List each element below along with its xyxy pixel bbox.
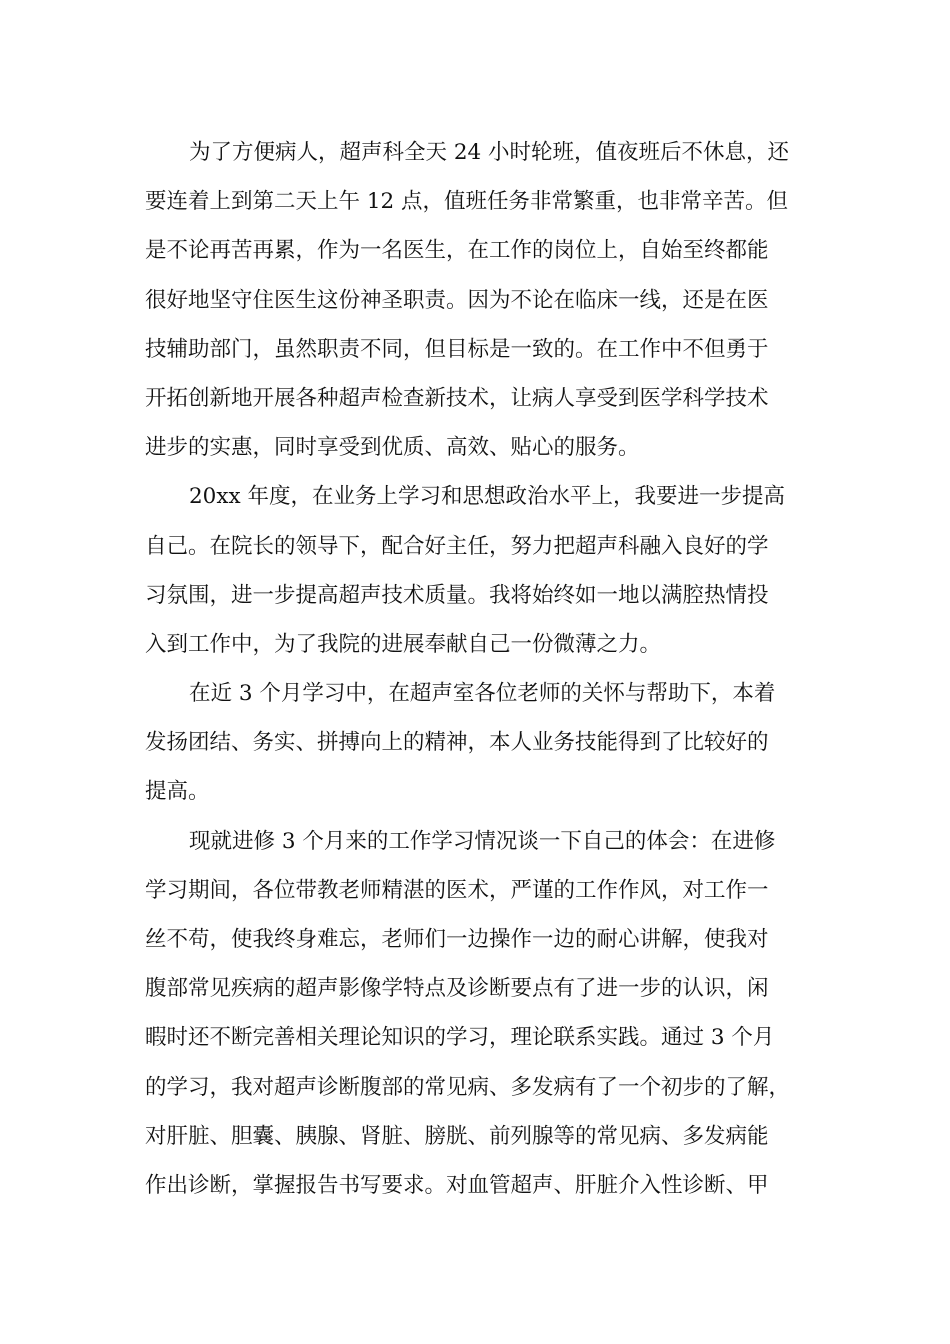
text-line: 要连着上到第二天上午 12 点，值班任务非常繁重，也非常辛苦。但	[145, 189, 789, 215]
paragraph-4	[145, 817, 810, 1211]
text-line: 进步的实惠，同时享受到优质、高效、贴心的服务。	[145, 435, 640, 461]
paragraph-1	[145, 128, 810, 472]
text-line: 学习期间，各位带教老师精湛的医术，严谨的工作作风，对工作一	[145, 877, 769, 903]
text-line: 发扬团结、务实、拼搏向上的精神，本人业务技能得到了比较好的	[145, 730, 769, 756]
text-line: 腹部常见疾病的超声影像学特点及诊断要点有了进一步的认识，闲	[145, 976, 769, 1002]
text-line: 作出诊断，掌握报告书写要求。对血管超声、肝脏介入性诊断、甲	[145, 1172, 769, 1198]
document-body	[145, 128, 810, 1210]
text-line: 入到工作中，为了我院的进展奉献自己一份微薄之力。	[145, 631, 662, 657]
text-line: 在近 3 个月学习中，在超声室各位老师的关怀与帮助下，本着	[189, 681, 776, 707]
text-line: 丝不苟，使我终身难忘，老师们一边操作一边的耐心讲解，使我对	[145, 927, 769, 952]
text-line: 技辅助部门，虽然职责不同，但目标是一致的。在工作中不但勇于	[145, 336, 769, 362]
text-line: 现就进修 3 个月来的工作学习情况谈一下自己的体会：在进修	[189, 828, 776, 854]
text-line: 开拓创新地开展各种超声检查新技术，让病人享受到医学科学技术	[145, 385, 769, 411]
text-line: 是不论再苦再累，作为一名医生，在工作的岗位上，自始至终都能	[145, 238, 769, 264]
text-line: 习氛围，进一步提高超声技术质量。我将始终如一地以满腔热情投	[145, 582, 769, 608]
text-line: 20xx 年度，在业务上学习和思想政治水平上，我要进一步提高	[189, 484, 785, 510]
text-line: 很好地坚守住医生这份神圣职责。因为不论在临床一线，还是在医	[145, 287, 769, 313]
text-line: 提高。	[145, 779, 210, 805]
paragraph-2	[145, 472, 810, 669]
text-line: 对肝脏、胆囊、胰腺、肾脏、膀胱、前列腺等的常见病、多发病能	[145, 1123, 769, 1149]
text-line: 的学习，我对超声诊断腹部的常见病、多发病有了一个初步的了解，	[145, 1074, 791, 1100]
paragraph-3	[145, 669, 810, 817]
text-line: 自己。在院长的领导下，配合好主任，努力把超声科融入良好的学	[145, 533, 769, 559]
text-line: 为了方便病人，超声科全天 24 小时轮班，值夜班后不休息，还	[189, 140, 790, 165]
text-line: 暇时还不断完善相关理论知识的学习，理论联系实践。通过 3 个月	[145, 1025, 775, 1051]
